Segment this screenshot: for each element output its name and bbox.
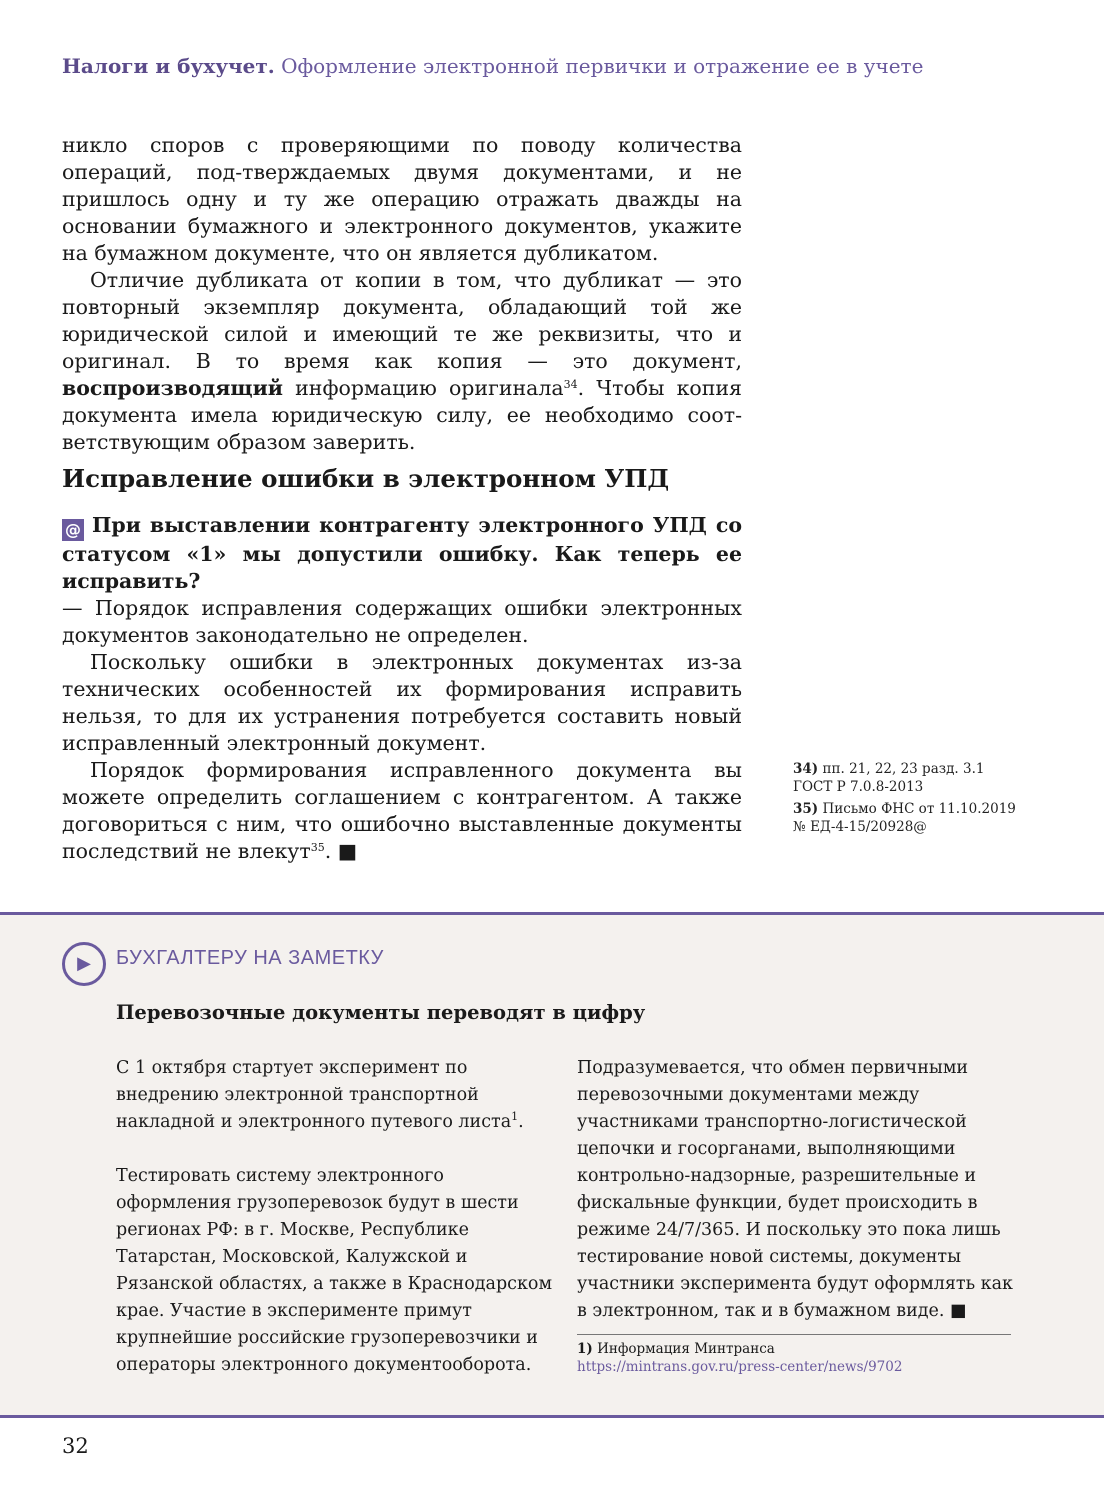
question: [62, 512, 742, 595]
paragraph-2-text-a: Отличие дубликата от копии в том, что дубликат — это повторный экземпляр документа, обладающий той же юридической силой и имеющий те же реквизиты, что и оригинал. В то время как копия — это документ,: [62, 268, 742, 373]
page-number: 32: [62, 1434, 89, 1458]
box-left-column: [116, 1055, 556, 1379]
header-title: Оформление электронной первички и отражение ее в учете: [281, 54, 924, 78]
note-34-text: пп. 21, 22, 23 разд. 3.1 ГОСТ Р 7.0.8-2013: [793, 761, 985, 795]
footnote-ref-34: 34: [563, 378, 578, 391]
answer-2: Поскольку ошибки в электронных документах из-за технических особенностей их формирования исправить нельзя, то для их устранения потребуется составить новый исправленный электронный документ.: [62, 650, 742, 755]
paragraph-2: [62, 267, 742, 456]
paragraph-2-text-b: информацию оригинала: [283, 376, 564, 400]
side-notes: [793, 760, 1023, 840]
paragraph-2-bold: воспроизводящий: [62, 376, 284, 400]
box-footnote: [577, 1340, 902, 1376]
end-mark: . ■: [324, 839, 358, 863]
note-34-number: 34): [793, 761, 819, 777]
footnote-ref-35: 35: [310, 841, 325, 854]
answer-3-text: Порядок формирования исправленного документа вы можете определить соглашением с контрагентом. А также договориться с ним, что ошибочно выставленные документы последствий не влекут: [62, 758, 742, 863]
footnote-divider: [577, 1334, 1011, 1335]
header-section: Налоги и бухучет.: [62, 54, 275, 78]
question-text: При выставлении контрагенту электронного УПД со статусом «1» мы допустили ошибку. Как теперь ее исправить?: [62, 513, 742, 593]
footnote-ref-1: 1: [511, 1110, 519, 1123]
box-left-p1-end: .: [518, 1112, 524, 1132]
qa-block: [62, 512, 742, 865]
box-title: Перевозочные документы переводят в цифру: [116, 1001, 646, 1024]
box-left-paragraph-2: Тестировать систему электронного оформления грузоперевозок будут в шести регионах РФ: в г. Москве, Республике Татарстан, Московской, Калужской и Рязанской областях, а также в Краснодарском крае. Участие в эксперименте примут крупнейшие российские грузоперевозчики и операторы электронного документооборота.: [116, 1166, 553, 1375]
box-left-paragraph-1: [116, 1055, 556, 1136]
box-right-paragraph-1: Подразумевается, что обмен первичными перевозочными документами между участниками транспортно-логистической цепочки и госорганами, выполняющими контрольно-надзорные, разрешительные и фискальные функции, будет происходить в режиме 24/7/365. И поскольку это пока лишь тестирование новой системы, документы участники эксперимента будут оформлять как в электронном, так и в бумажном виде. ■: [577, 1058, 1013, 1321]
note-35-text: Письмо ФНС от 11.10.2019 № ЕД-4-15/20928@: [793, 801, 1016, 835]
answer-1: — Порядок исправления содержащих ошибки электронных документов законодательно не определен.: [62, 596, 742, 647]
section-heading: Исправление ошибки в электронном УПД: [62, 464, 670, 493]
at-icon: @: [62, 519, 84, 541]
box-footnote-link[interactable]: https://mintrans.gov.ru/press-center/news/9702: [577, 1359, 903, 1375]
answer-3: [62, 757, 742, 865]
play-icon: ▶: [62, 942, 106, 986]
main-text: [62, 132, 742, 456]
note-34: [793, 760, 1023, 796]
box-left-p1-text: С 1 октября стартует эксперимент по внедрению электронной транспортной накладной и электронного путевого листа: [116, 1058, 512, 1132]
note-35: [793, 800, 1023, 836]
paragraph-2-text-c: . Чтобы копия документа имела юридическую силу, ее необходимо соответствующим образом заверить.: [62, 376, 742, 454]
running-header: [62, 54, 923, 78]
box-label: БУХГАЛТЕРУ НА ЗАМЕТКУ: [116, 947, 384, 969]
box-footnote-number: 1): [577, 1341, 593, 1357]
box-right-column: [577, 1055, 1017, 1325]
box-footnote-text: Информация Минтранса: [597, 1341, 775, 1357]
paragraph-1: никло споров с проверяющими по поводу количества операций, под-тверждаемых двумя документами, и не пришлось одну и ту же операцию отражать дважды на основании бумажного и электронного документов, укажите на бумажном документе, что он является дубликатом.: [62, 133, 742, 265]
note-35-number: 35): [793, 801, 819, 817]
